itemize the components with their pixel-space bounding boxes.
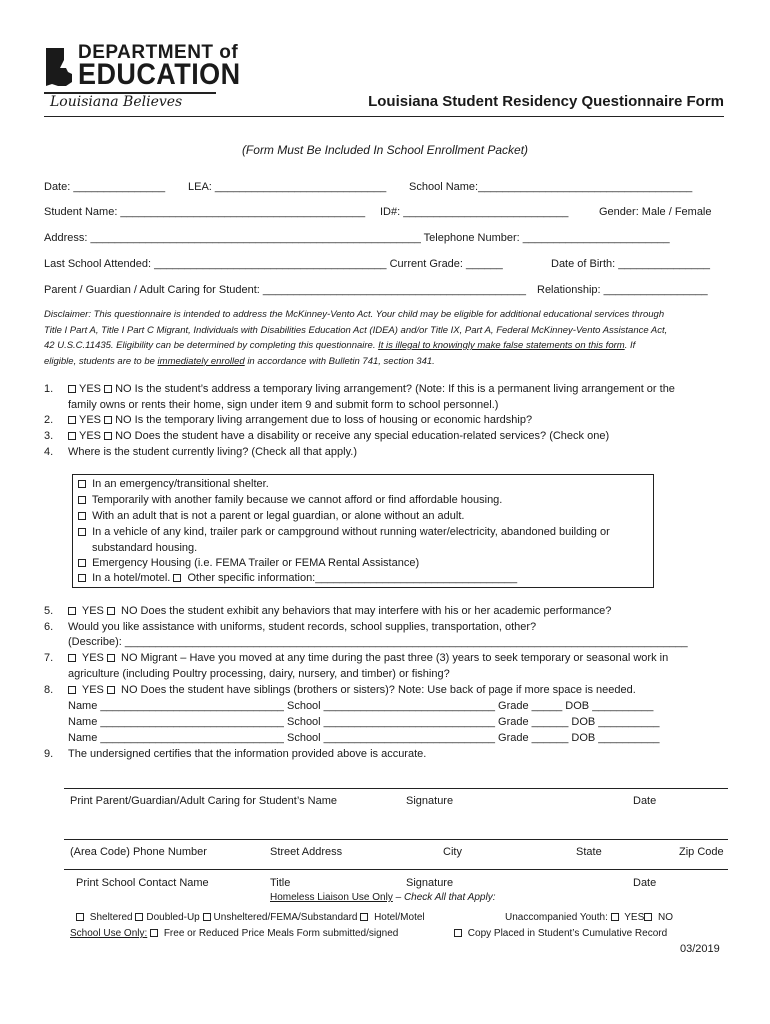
checkbox[interactable] <box>78 559 86 567</box>
street-label: Street Address <box>270 846 343 858</box>
last-school-grade-field[interactable]: Last School Attended: ______________________________________ Current Grade: ______ <box>44 258 503 270</box>
disclaimer-line: 42 U.S.C.11435. Eligibility can be determined by completing this questionnaire. <box>44 340 376 351</box>
living-option[interactable] <box>78 526 610 538</box>
no-checkbox[interactable] <box>107 654 115 662</box>
no-checkbox[interactable] <box>104 432 112 440</box>
yes-label: YES <box>81 652 104 664</box>
meals-label: Free or Reduced Price Meals Form submitted/signed <box>163 928 399 939</box>
hotel-label: Hotel/Motel <box>374 912 425 923</box>
student-name-field[interactable]: Student Name: ________________________________________ <box>44 206 366 218</box>
question-number: 7. <box>44 652 54 664</box>
no-checkbox[interactable] <box>107 607 115 615</box>
living-option-cont: substandard housing. <box>92 542 198 554</box>
option-label: In a hotel/motel. <box>92 572 171 584</box>
checkbox[interactable] <box>203 913 211 921</box>
question-text: NO Is the student’s address a temporary living arrangement? (Note: If this is a permanent living arrangement or the <box>115 383 675 395</box>
gender-field[interactable]: Gender: Male / Female <box>599 206 712 218</box>
doubled-up-label: Doubled-Up <box>146 912 200 923</box>
zip-label: Zip Code <box>679 846 724 858</box>
disclaimer-emphasis: immediately enrolled <box>157 355 245 367</box>
question-1-cont: family owns or rents their home, sign under item 9 and submit form to school personnel.) <box>68 399 499 411</box>
checkbox[interactable] <box>611 913 619 921</box>
sibling-row[interactable]: Name ______________________________ School ____________________________ Grade ______ DOB __________ <box>68 716 660 728</box>
question-number: 3. <box>44 430 54 442</box>
dob-field[interactable]: Date of Birth: _______________ <box>551 258 711 270</box>
option-label: Temporarily with another family because we cannot afford or find affordable housing. <box>91 494 503 506</box>
question-number: 5. <box>44 605 54 617</box>
yes-label: YES <box>81 605 104 617</box>
question-number: 6. <box>44 621 54 633</box>
checkbox[interactable] <box>76 913 84 921</box>
address-telephone-field[interactable]: Address: ______________________________________________________ Telephone Number: ________________________ <box>44 232 670 244</box>
describe-field[interactable]: (Describe): ____________________________________________________________________________________________ <box>68 636 688 648</box>
yes-checkbox[interactable] <box>68 607 76 615</box>
signature-label: Signature <box>406 877 454 889</box>
option-label: Emergency Housing (i.e. FEMA Trailer or FEMA Rental Assistance) <box>92 557 420 569</box>
living-option[interactable] <box>78 557 419 569</box>
liaison-suffix: – Check All that Apply: <box>395 892 496 903</box>
checkbox[interactable] <box>360 913 368 921</box>
parent-field[interactable]: Parent / Guardian / Adult Caring for Student: ___________________________________________ <box>44 284 526 296</box>
phone-label: (Area Code) Phone Number <box>70 846 207 858</box>
date-label: Date <box>633 877 657 889</box>
question-text: NO Migrant – Have you moved at any time during the past three (3) years to seek temporary or seasonal work in <box>121 652 669 664</box>
question-3 <box>68 430 609 442</box>
louisiana-state-icon <box>44 46 74 90</box>
relationship-field[interactable]: Relationship: _________________ <box>537 284 708 296</box>
sibling-row[interactable]: Name ______________________________ School ____________________________ Grade ______ DOB __________ <box>68 732 660 744</box>
lea-field[interactable]: LEA: ____________________________ <box>188 181 387 193</box>
copy-record-row <box>454 928 667 939</box>
living-option[interactable] <box>78 572 517 584</box>
question-6: Would you like assistance with uniforms, student records, school supplies, transportation, other? <box>68 621 537 633</box>
school-name-field[interactable]: School Name:___________________________________ <box>409 181 693 193</box>
sibling-row[interactable]: Name ______________________________ School ____________________________ Grade _____ DOB __________ <box>68 700 654 712</box>
logo-department-text: DEPARTMENT of <box>78 42 239 63</box>
option-label: Other specific information:_________________________________ <box>187 572 518 584</box>
living-option[interactable] <box>78 494 502 506</box>
school-use-label: School Use Only: <box>70 928 148 939</box>
question-number: 8. <box>44 684 54 696</box>
checkbox[interactable] <box>78 574 86 582</box>
liaison-options <box>76 912 425 923</box>
signature-line[interactable] <box>64 788 728 789</box>
copy-label: Copy Placed in Student’s Cumulative Record <box>467 928 668 939</box>
yes-checkbox[interactable] <box>68 416 76 424</box>
title-label: Title <box>270 877 291 889</box>
living-option[interactable] <box>78 478 269 490</box>
no-checkbox[interactable] <box>107 686 115 694</box>
yes-checkbox[interactable] <box>68 654 76 662</box>
question-number: 4. <box>44 446 54 458</box>
question-5 <box>68 605 611 617</box>
checkbox[interactable] <box>644 913 652 921</box>
checkbox[interactable] <box>78 528 86 536</box>
question-text: NO Does the student have a disability or receive any special education-related services? (Check one) <box>115 430 610 442</box>
checkbox[interactable] <box>78 480 86 488</box>
checkbox[interactable] <box>173 574 181 582</box>
contact-line[interactable] <box>64 869 728 870</box>
revision-date: 03/2019 <box>680 943 720 955</box>
school-contact-label: Print School Contact Name <box>76 877 209 889</box>
liaison-heading <box>270 892 495 903</box>
question-text: NO Does the student exhibit any behaviors that may interfere with his or her academic performance? <box>121 605 612 617</box>
unsheltered-label: Unsheltered/FEMA/Substandard <box>213 912 358 923</box>
yes-checkbox[interactable] <box>68 385 76 393</box>
yes-label: YES <box>81 684 104 696</box>
unaccompanied-youth <box>505 912 673 923</box>
option-label: In a vehicle of any kind, trailer park or campground without running water/electricity, abandoned building or <box>92 526 610 538</box>
option-label: With an adult that is not a parent or legal guardian, or alone without an adult. <box>92 510 465 522</box>
no-label: NO <box>658 912 674 923</box>
checkbox[interactable] <box>454 929 462 937</box>
question-number: 1. <box>44 383 54 395</box>
question-text: NO Is the temporary living arrangement due to loss of housing or economic hardship? <box>115 414 533 426</box>
no-checkbox[interactable] <box>104 416 112 424</box>
disclaimer <box>44 307 724 369</box>
question-7-cont: agriculture (including Poultry processing, dairy, nursery, and timber) or fishing? <box>68 668 450 680</box>
school-use-row <box>70 928 398 939</box>
disclaimer-line: . If <box>624 340 636 351</box>
date-field[interactable]: Date: _______________ <box>44 181 166 193</box>
question-1 <box>68 383 675 395</box>
id-field[interactable]: ID#: ___________________________ <box>380 206 569 218</box>
yes-label: YES <box>79 414 102 426</box>
signature-label: Signature <box>406 795 454 807</box>
disclaimer-line: Title I Part A, Title I Part C Migrant, Individuals with Disabilities Education Act (IDEA) and/or Title IX, Part A, Federal McKinney-Vento Assistance Act, <box>44 324 668 336</box>
city-label: City <box>443 846 462 858</box>
yes-label: YES <box>624 912 645 923</box>
question-number: 2. <box>44 414 54 426</box>
date-label: Date <box>633 795 657 807</box>
option-label: In an emergency/transitional shelter. <box>92 478 269 490</box>
unaccompanied-label: Unaccompanied Youth: <box>505 912 608 923</box>
question-8 <box>68 684 636 696</box>
checkbox[interactable] <box>78 496 86 504</box>
checkbox[interactable] <box>78 512 86 520</box>
question-7 <box>68 652 668 664</box>
disclaimer-line: eligible, students are to be <box>44 355 155 367</box>
disclaimer-warning: It is illegal to knowingly make false statements on this form <box>378 340 625 351</box>
yes-label: YES <box>79 383 102 395</box>
print-parent-label: Print Parent/Guardian/Adult Caring for Student’s Name <box>70 795 337 807</box>
question-2 <box>68 414 532 426</box>
logo-education-text: EDUCATION <box>78 58 241 91</box>
living-option[interactable] <box>78 510 464 522</box>
question-9: The undersigned certifies that the information provided above is accurate. <box>68 748 427 760</box>
question-text: NO Does the student have siblings (brothers or sisters)? Note: Use back of page if more space is needed. <box>121 684 636 696</box>
title-divider <box>44 116 724 117</box>
yes-label: YES <box>79 430 102 442</box>
checkbox[interactable] <box>150 929 158 937</box>
state-label: State <box>576 846 602 858</box>
yes-checkbox[interactable] <box>68 432 76 440</box>
yes-checkbox[interactable] <box>68 686 76 694</box>
liaison-label: Homeless Liaison Use Only <box>270 892 393 903</box>
question-number: 9. <box>44 748 54 760</box>
checkbox[interactable] <box>135 913 143 921</box>
page-subtitle: (Form Must Be Included In School Enrollment Packet) <box>241 143 529 157</box>
disclaimer-line: Disclaimer: This questionnaire is intended to address the McKinney-Vento Act. Your child may be eligible for additional educational services through <box>44 309 665 320</box>
no-checkbox[interactable] <box>104 385 112 393</box>
logo-tagline: Louisiana Believes <box>50 94 183 110</box>
question-4: Where is the student currently living? (Check all that apply.) <box>68 446 357 458</box>
address-line[interactable] <box>64 839 728 840</box>
page-title: Louisiana Student Residency Questionnaire Form <box>368 93 724 110</box>
disclaimer-line: in accordance with Bulletin 741, section 341. <box>247 355 435 367</box>
sheltered-label: Sheltered <box>89 912 133 923</box>
